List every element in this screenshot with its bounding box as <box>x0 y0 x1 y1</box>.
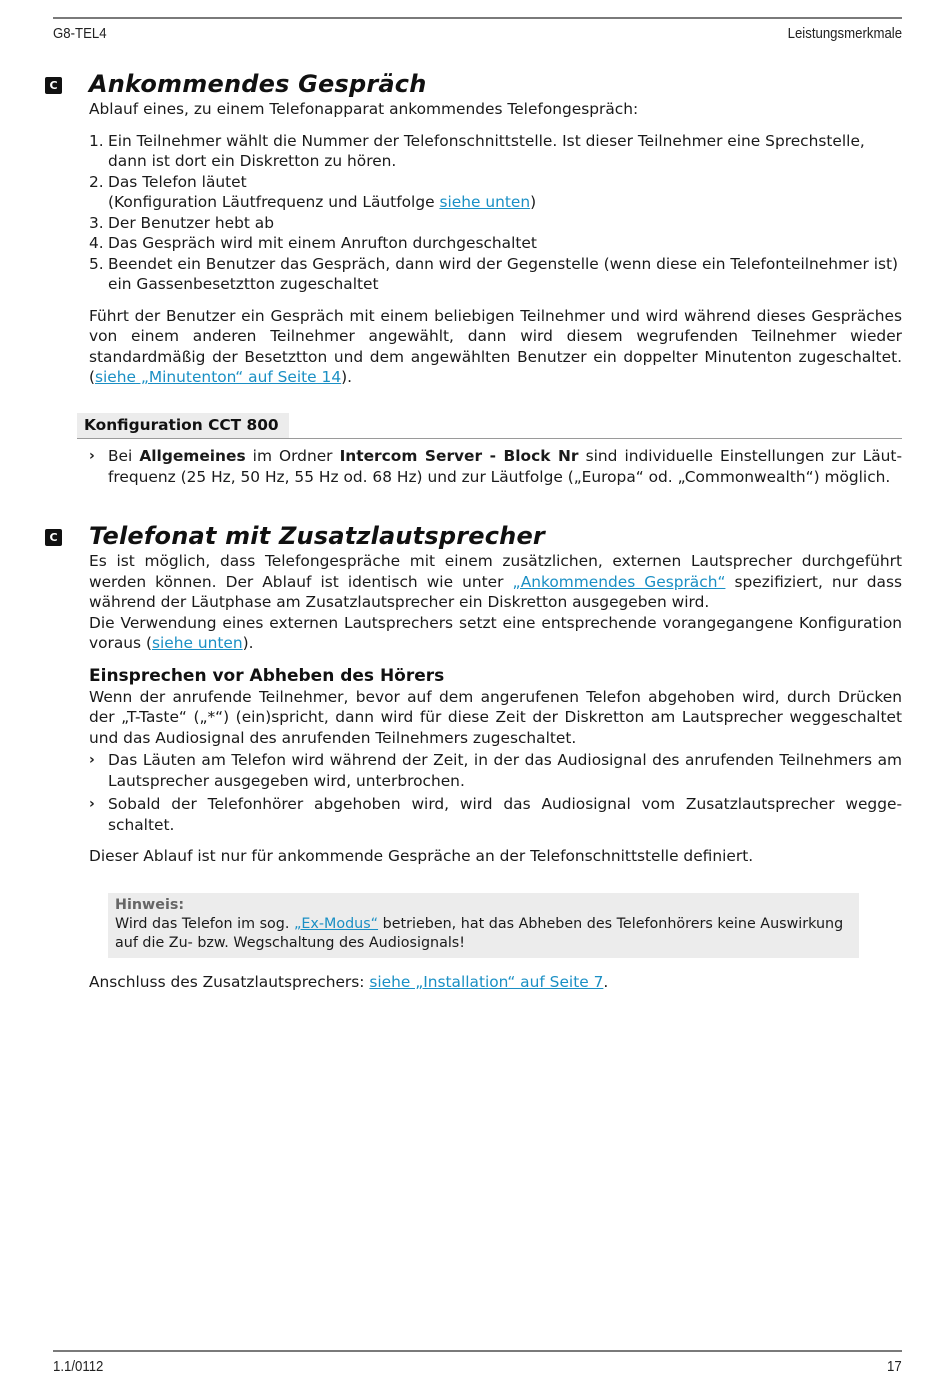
anschluss-line <box>89 972 902 993</box>
page-header <box>53 17 902 42</box>
section2-paragraph-1 <box>89 551 902 613</box>
chevron-right-icon: › <box>89 796 95 812</box>
step-number: 3. <box>89 213 104 232</box>
paragraph-text: spezifiziert, nur dass während der Läutphase am Zusatzlautsprecher ein Diskretton ausgegeben wird. <box>89 572 903 611</box>
section2-paragraph-2 <box>89 613 902 654</box>
note-body <box>115 915 851 953</box>
step-number: 4. <box>89 234 104 252</box>
section2-paragraph-4: Dieser Ablauf ist nur für ankommende Gespräche an der Telefonschnittstelle definiert. <box>89 847 754 865</box>
paragraph-text: Führt der Benutzer ein Gespräch mit einem beliebigen Teilnehmer und wird während dieses Gespräches von einem anderen Teilnehmer angewählt, dann wird diesem wegrufenden Teilnehmer wieder standardmäßig der Besetztton und dem angewählten Benutzer ein doppelter Minutenton zugeschaltet. <box>89 306 902 366</box>
header-chapter: Leistungsmerkmale <box>787 25 902 42</box>
link-ankommendes-gespraech[interactable]: „Ankommendes Gespräch“ <box>512 572 726 591</box>
link-ex-modus[interactable]: „Ex-Modus“ <box>293 916 379 932</box>
list-item <box>89 192 902 213</box>
bullet-text: Das Läuten am Telefon wird während der Zeit, in der das Audiosignal des anrufenden Teilnehmers am Lautsprecher ausgegeben wird, unterbrochen. <box>108 751 902 790</box>
list-item <box>89 794 902 835</box>
step-text: Ein Teilnehmer wählt die Nummer der Telefonschnittstelle. Ist dieser Teilnehmer eine Sprechstelle, dann ist dort ein Diskretton zu hören. <box>108 131 865 170</box>
list-item <box>89 213 902 234</box>
paragraph-text: Es ist möglich, dass Telefongespräche mit einem zusätzlichen, externen Lautsprecher durchgeführt werden können. Der Ablauf ist identisch wie unter <box>89 552 902 591</box>
bullet-bold: Intercom Server - Block Nr <box>339 447 579 465</box>
list-item <box>89 172 902 193</box>
bullet-bold: Allgemeines <box>139 447 246 465</box>
hinweis-note <box>108 893 859 958</box>
config-bullets <box>89 446 902 487</box>
step-text: (Konfiguration Läutfrequenz und Läutfolge <box>108 193 440 211</box>
step-text: Der Benutzer hebt ab <box>108 213 274 232</box>
step-number: 2. <box>89 172 104 191</box>
section2-paragraph-5 <box>89 972 902 993</box>
section2-paragraph-3: Wenn der anrufende Teilnehmer, bevor auf dem angerufenen Telefon abgehoben wird, durch Drücken der „T-Taste“ („*“) (ein)spricht, dann wird für diese Zeit der Diskretton am Lautsprecher weggeschaltet und das Audiosignal des anrufenden Teilnehmers zugeschaltet. <box>89 687 902 747</box>
einsprechen-bullets <box>89 750 902 835</box>
steps-list <box>89 131 902 295</box>
paragraph-text: . <box>603 973 609 991</box>
page-number: 17 <box>887 1358 902 1375</box>
section-marker-2: C <box>45 529 62 546</box>
section-ankommendes <box>89 70 902 388</box>
chevron-right-icon: › <box>89 448 95 464</box>
list-item <box>89 131 902 172</box>
link-siehe-unten[interactable]: siehe unten <box>439 193 531 211</box>
step-text: Beendet ein Benutzer das Gespräch, dann wird der Gegenstelle (wenn diese ein Telefonteilnehmer ist) ein Gassenbesetztton zugeschaltet <box>108 254 899 293</box>
subheading-einsprechen: Einsprechen vor Abheben des Hörers <box>89 665 445 686</box>
paragraph-text: ). <box>341 368 353 386</box>
step-text: ) <box>530 193 537 211</box>
note-text: Wird das Telefon im sog. <box>115 916 294 932</box>
section-marker-1: C <box>45 77 62 94</box>
bullet-text: Bei <box>108 447 140 465</box>
step-number: 1. <box>89 131 104 150</box>
paragraph-text: Anschluss des Zusatzlautsprechers: <box>89 973 370 991</box>
step-number: 5. <box>89 254 104 273</box>
section1-paragraph <box>89 306 902 388</box>
section-title-zusatzlautsprecher: Telefonat mit Zusatzlautsprecher <box>89 522 545 550</box>
config-heading-bar <box>77 413 902 439</box>
paragraph-text: Die Verwendung eines externen Lautsprechers setzt eine entsprechende vorangegangene Konfiguration voraus ( <box>89 613 902 652</box>
bullet-text: Sobald der Telefonhörer abgehoben wird, wird das Audiosignal vom Zusatzlautsprecher weggeschaltet. <box>108 795 902 834</box>
footer-version: 1.1/0112 <box>53 1358 104 1375</box>
bullet-text: sind individuelle Einstellungen zur Läutfrequenz (25 Hz, 50 Hz, 55 Hz od. 68 Hz) und zur Läutfolge („Europa“ od. „Commonwealth“) möglich. <box>108 447 902 486</box>
note-title: Hinweis: <box>115 897 185 913</box>
list-item <box>89 233 902 254</box>
note-text: betrieben, hat das Abheben des Telefonhörers keine Auswirkung auf die Zu- bzw. Wegschaltung des Audiosignals! <box>115 916 844 951</box>
header-doc-id: G8-TEL4 <box>53 25 107 42</box>
step-text: Das Gespräch wird mit einem Anrufton durchgeschaltet <box>108 234 537 252</box>
section1-intro: Ablauf eines, zu einem Telefonapparat ankommendes Telefongespräch: <box>89 100 639 118</box>
list-item <box>89 750 902 791</box>
paragraph-text: ( <box>89 368 96 386</box>
bullet-text: im Ordner <box>245 447 340 465</box>
paragraph-text: ). <box>242 634 254 652</box>
page-footer <box>53 1350 902 1375</box>
section-zusatzlautsprecher <box>89 522 902 867</box>
chevron-right-icon: › <box>89 752 95 768</box>
config-heading: Konfiguration CCT 800 <box>77 413 289 438</box>
list-item <box>89 446 902 487</box>
list-item <box>89 254 902 295</box>
section-title-ankommendes: Ankommendes Gespräch <box>89 70 427 98</box>
link-installation[interactable]: siehe „Installation“ auf Seite 7 <box>369 973 604 991</box>
link-minutenton[interactable]: siehe „Minutenton“ auf Seite 14 <box>95 368 342 386</box>
link-siehe-unten-2[interactable]: siehe unten <box>151 634 243 652</box>
step-text: Das Telefon läutet <box>108 172 247 191</box>
config-section <box>89 446 902 487</box>
